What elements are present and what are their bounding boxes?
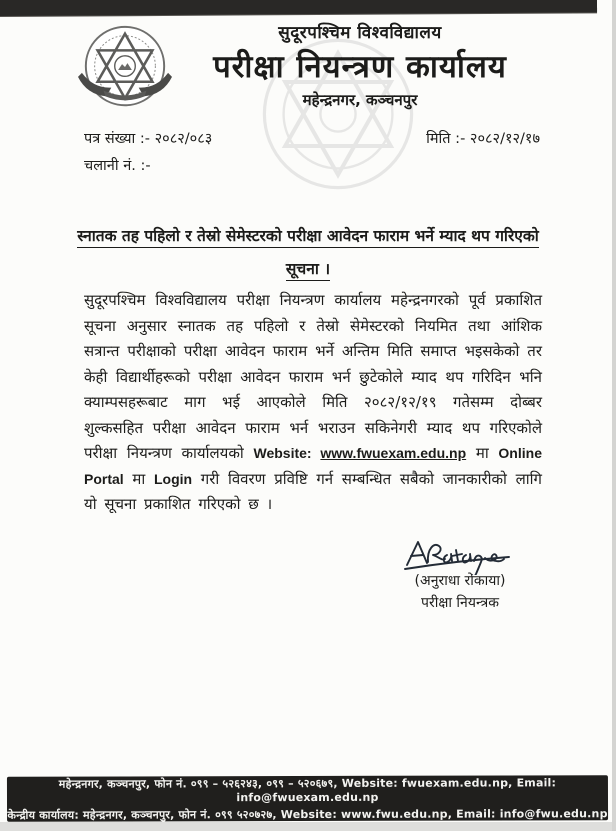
letter-ref-number: पत्र संख्या :- २०८२/०८३: [84, 131, 213, 147]
body-text: मा: [123, 469, 154, 488]
university-name: सुदूरपश्चिम विश्वविद्यालय: [278, 23, 442, 43]
dispatch-number: चलानी नं. :-: [84, 158, 151, 174]
footer-line-central-office: केन्द्रीय कार्यालय: महेन्द्रनगर, कञ्चनपुर, फोन नं. ०९९ ५२०७२७, Website: www.fwu.edu.np, Email: info@fwu.edu.np: [7, 806, 608, 822]
body-text: मा: [466, 444, 499, 462]
subject-line-1: स्नातक तह पहिलो र तेस्रो सेमेस्टरको परीक्षा आवेदन फाराम भर्ने म्याद थप गरिएको: [77, 227, 539, 248]
website-label: Website:: [253, 445, 321, 461]
handwritten-signature: [401, 535, 519, 575]
footer-line-exam-office: महेन्द्रनगर, कञ्चनपुर, फोन नं. ०९९ – ५२६२४३, ०९९ – ५२०६७९, Website: fwuexam.edu.np, Email: info@fwuexam.edu.np: [58, 775, 557, 804]
login-label: Login: [153, 470, 193, 487]
scan-artifact-bottom-strip: [0, 822, 616, 831]
letterhead: [0, 20, 616, 120]
online-portal-label: Online Portal: [84, 445, 542, 487]
letter-date: मिति :- २०८२/१२/१७: [426, 131, 540, 147]
signatory-name: (अनुराधा रोकाया): [414, 573, 506, 589]
notice-subject: [60, 220, 556, 286]
subject-line-2: सूचना ।: [286, 260, 330, 281]
letterhead-text: [170, 20, 550, 110]
signature-block: [380, 535, 540, 612]
body-text: सुदूरपश्चिम विश्वविद्यालय परीक्षा नियन्त्रण कार्यालय महेन्द्रनगरको पूर्व प्रकाशित सूचना अनुसार स्नातक तह पहिलो र तेस्रो सेमेस्टरको नियमित तथा आंशिक सत्रान्त परीक्षाको परीक्षा आवेदन फाराम भर्ने अन्तिम मिति समाप्त भइसकेको तर केही विद्यार्थीहरूको परीक्षा आवेदन फाराम भर्न छुटेकोले म्याद थप गरिदिन भनि क्याम्पसहरूबाट माग भई आएकोले मिति २०८२/१२/१९ गतेसम्म दोब्बर शुल्कसहित परीक्षा आवेदन फाराम भर्न भराउन सकिनेगरी म्याद थप गरिएकोले परीक्षा नियन्त्रण कार्यालयको: [84, 291, 542, 462]
university-logo: [74, 22, 176, 116]
exam-portal-url: www.fwuexam.edu.np: [320, 445, 467, 461]
body-text: गरी विवरण प्रविष्टि गर्न सम्बन्धित सबैको जानकारीको लागि यो सूचना प्रकाशित गरिएको छ ।: [84, 469, 542, 513]
scan-artifact-top-band: [0, 0, 597, 16]
office-address: महेन्द्रनगर, कञ्चनपुर: [302, 91, 418, 109]
office-name: परीक्षा नियन्त्रण कार्यालय: [213, 49, 507, 85]
signatory-title: परीक्षा नियन्त्रक: [421, 595, 499, 611]
footer-contact-band: [7, 775, 608, 822]
notice-body: [84, 288, 542, 518]
meta-row: [84, 128, 540, 148]
